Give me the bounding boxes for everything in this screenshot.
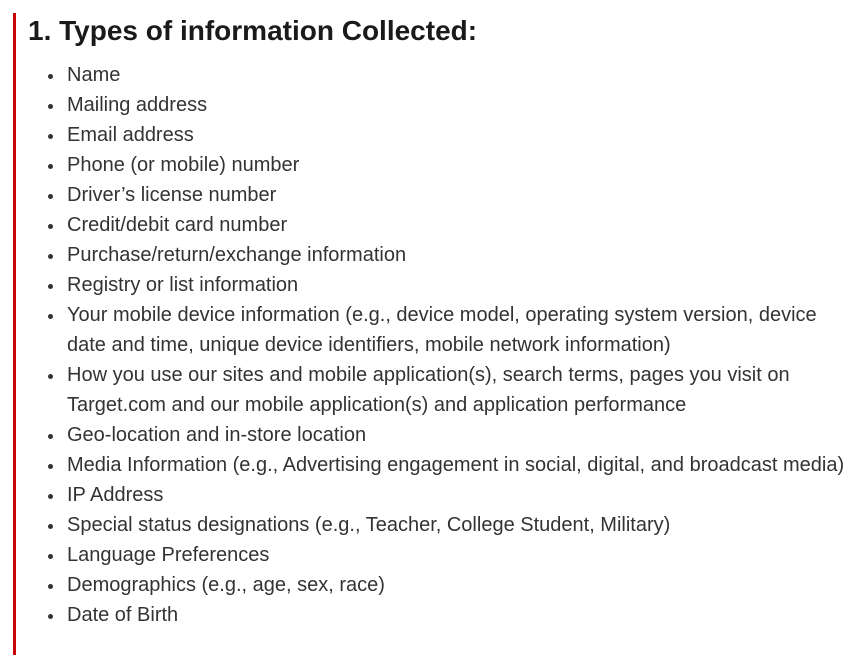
list-item bbox=[28, 180, 847, 210]
bullet-icon bbox=[48, 224, 53, 229]
list-item bbox=[28, 60, 847, 90]
list-item-text: Demographics (e.g., age, sex, race) bbox=[67, 574, 385, 596]
list-item-text: Credit/debit card number bbox=[67, 214, 288, 236]
bullet-icon bbox=[48, 194, 53, 199]
bullet-icon bbox=[48, 494, 53, 499]
section-content bbox=[28, 13, 847, 630]
list-item bbox=[28, 570, 847, 600]
bullet-icon bbox=[48, 74, 53, 79]
list-item bbox=[28, 120, 847, 150]
list-item bbox=[28, 270, 847, 300]
bullet-icon bbox=[48, 584, 53, 589]
list-item bbox=[28, 150, 847, 180]
list-item-text: Media Information (e.g., Advertising engagement in social, digital, and broadcast media) bbox=[67, 454, 845, 476]
list-item bbox=[28, 510, 847, 540]
list-item bbox=[28, 450, 847, 480]
list-item bbox=[28, 600, 847, 630]
bullet-icon bbox=[48, 464, 53, 469]
list-item bbox=[28, 480, 847, 510]
bullet-icon bbox=[48, 284, 53, 289]
bullet-icon bbox=[48, 164, 53, 169]
list-item bbox=[28, 210, 847, 240]
bullet-icon bbox=[48, 554, 53, 559]
list-item bbox=[28, 90, 847, 120]
list-item-text: Language Preferences bbox=[67, 544, 270, 566]
bullet-icon bbox=[48, 254, 53, 259]
list-item-text: Mailing address bbox=[67, 94, 208, 116]
list-item-text: Registry or list information bbox=[67, 274, 299, 296]
list-item-text: IP Address bbox=[67, 484, 164, 506]
list-item bbox=[28, 240, 847, 270]
list-item-text: Date of Birth bbox=[67, 604, 179, 626]
list-item bbox=[28, 420, 847, 450]
bullet-icon bbox=[48, 134, 53, 139]
bullet-icon bbox=[48, 524, 53, 529]
list-item-text: Name bbox=[67, 64, 121, 86]
list-item-text: Special status designations (e.g., Teacher, College Student, Military) bbox=[67, 514, 671, 536]
list-item-text: Driver’s license number bbox=[67, 184, 277, 206]
list-item bbox=[28, 300, 847, 360]
bullet-icon bbox=[48, 314, 53, 319]
list-item-text: Purchase/return/exchange information bbox=[67, 244, 407, 266]
list-item bbox=[28, 360, 847, 420]
list-item-text: How you use our sites and mobile application(s), search terms, pages you visit on Target.com and our mobile application(s) and application performance bbox=[67, 364, 790, 416]
list-item bbox=[28, 540, 847, 570]
list-item-text: Geo-location and in-store location bbox=[67, 424, 367, 446]
list-item-text: Your mobile device information (e.g., device model, operating system version, device date and time, unique device identifiers, mobile network information) bbox=[67, 304, 817, 356]
bullet-icon bbox=[48, 104, 53, 109]
bullet-icon bbox=[48, 374, 53, 379]
bullet-icon bbox=[48, 614, 53, 619]
section-title: 1. Types of information Collected: bbox=[28, 15, 478, 46]
section-accent-bar bbox=[13, 13, 16, 655]
bullet-icon bbox=[48, 434, 53, 439]
list-item-text: Phone (or mobile) number bbox=[67, 154, 300, 176]
information-types-list bbox=[28, 60, 847, 630]
list-item-text: Email address bbox=[67, 124, 194, 146]
